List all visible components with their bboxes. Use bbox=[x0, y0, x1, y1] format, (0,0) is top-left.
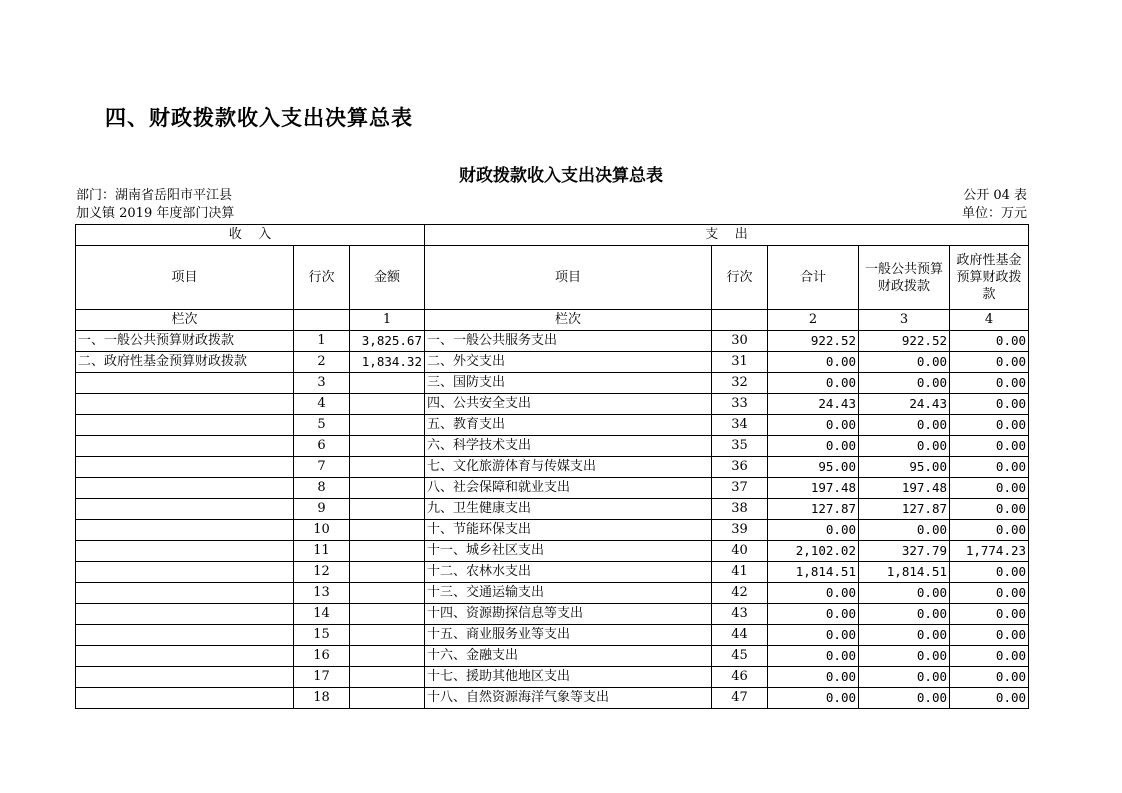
expense-row-no-cell: 34 bbox=[712, 415, 768, 436]
general-budget-cell: 24.43 bbox=[859, 394, 950, 415]
total-cell: 0.00 bbox=[768, 373, 859, 394]
total-cell: 1,814.51 bbox=[768, 562, 859, 583]
expense-item-cell: 十二、农林水支出 bbox=[425, 562, 712, 583]
income-row-no-cell: 6 bbox=[294, 436, 350, 457]
expense-item-cell: 三、国防支出 bbox=[425, 373, 712, 394]
general-budget-cell: 0.00 bbox=[859, 373, 950, 394]
income-amount-cell bbox=[350, 373, 425, 394]
expense-item-cell: 十五、商业服务业等支出 bbox=[425, 625, 712, 646]
total-header: 合计 bbox=[768, 246, 859, 310]
income-row-no-cell: 7 bbox=[294, 457, 350, 478]
gov-fund-cell: 0.00 bbox=[950, 625, 1029, 646]
table-row bbox=[76, 688, 1029, 709]
unit-name: 加义镇 2019 年度部门决算 bbox=[76, 206, 235, 221]
income-row-no-cell: 13 bbox=[294, 583, 350, 604]
expense-row-no-cell: 46 bbox=[712, 667, 768, 688]
income-item-cell bbox=[76, 394, 294, 415]
total-cell: 0.00 bbox=[768, 436, 859, 457]
table-row bbox=[76, 625, 1029, 646]
expense-row-no-cell: 47 bbox=[712, 688, 768, 709]
general-budget-cell: 197.48 bbox=[859, 478, 950, 499]
income-item-cell bbox=[76, 541, 294, 562]
income-amount-cell bbox=[350, 478, 425, 499]
income-item-cell bbox=[76, 499, 294, 520]
income-item-cell bbox=[76, 583, 294, 604]
budget-table bbox=[75, 224, 1029, 709]
col3-number: 3 bbox=[859, 310, 950, 331]
expense-row-no-cell: 37 bbox=[712, 478, 768, 499]
income-row-no-cell: 18 bbox=[294, 688, 350, 709]
table-row bbox=[76, 541, 1029, 562]
total-cell: 0.00 bbox=[768, 688, 859, 709]
income-amount-header: 金额 bbox=[350, 246, 425, 310]
income-amount-cell bbox=[350, 604, 425, 625]
currency-unit: 单位：万元 bbox=[961, 206, 1027, 221]
total-cell: 0.00 bbox=[768, 583, 859, 604]
total-cell: 127.87 bbox=[768, 499, 859, 520]
income-row-no-cell: 3 bbox=[294, 373, 350, 394]
general-budget-cell: 1,814.51 bbox=[859, 562, 950, 583]
gov-fund-cell: 0.00 bbox=[950, 583, 1029, 604]
expense-item-cell: 十四、资源勘探信息等支出 bbox=[425, 604, 712, 625]
total-cell: 922.52 bbox=[768, 331, 859, 352]
gov-fund-cell: 0.00 bbox=[950, 688, 1029, 709]
gov-fund-cell: 0.00 bbox=[950, 646, 1029, 667]
general-budget-cell: 127.87 bbox=[859, 499, 950, 520]
expense-row-no-cell: 43 bbox=[712, 604, 768, 625]
gov-fund-cell: 0.00 bbox=[950, 394, 1029, 415]
total-cell: 24.43 bbox=[768, 394, 859, 415]
general-budget-header: 一般公共预算财政拨款 bbox=[859, 246, 950, 310]
income-row-no-cell: 16 bbox=[294, 646, 350, 667]
expense-row-no-cell: 30 bbox=[712, 331, 768, 352]
income-item-cell bbox=[76, 562, 294, 583]
expense-row-no-cell: 32 bbox=[712, 373, 768, 394]
income-item-cell bbox=[76, 373, 294, 394]
expense-row-no-cell: 38 bbox=[712, 499, 768, 520]
department-label: 部门：湖南省岳阳市平江县 bbox=[76, 188, 233, 203]
expense-item-cell: 四、公共安全支出 bbox=[425, 394, 712, 415]
general-budget-cell: 0.00 bbox=[859, 688, 950, 709]
income-column-no-label: 栏次 bbox=[76, 310, 294, 331]
table-row bbox=[76, 415, 1029, 436]
expense-row-no-cell: 42 bbox=[712, 583, 768, 604]
income-amount-cell bbox=[350, 541, 425, 562]
general-budget-cell: 95.00 bbox=[859, 457, 950, 478]
gov-fund-cell: 0.00 bbox=[950, 436, 1029, 457]
total-cell: 197.48 bbox=[768, 478, 859, 499]
expense-item-cell: 十、节能环保支出 bbox=[425, 520, 712, 541]
income-item-cell bbox=[76, 478, 294, 499]
expense-item-cell: 十六、金融支出 bbox=[425, 646, 712, 667]
general-budget-cell: 0.00 bbox=[859, 646, 950, 667]
total-cell: 2,102.02 bbox=[768, 541, 859, 562]
income-item-cell: 一、一般公共预算财政拨款 bbox=[76, 331, 294, 352]
income-item-cell bbox=[76, 688, 294, 709]
table-title: 财政拨款收入支出决算总表 bbox=[459, 166, 663, 186]
expense-item-cell: 十八、自然资源海洋气象等支出 bbox=[425, 688, 712, 709]
total-cell: 0.00 bbox=[768, 604, 859, 625]
general-budget-cell: 0.00 bbox=[859, 667, 950, 688]
expense-row-no-cell: 33 bbox=[712, 394, 768, 415]
expense-row-no-cell: 36 bbox=[712, 457, 768, 478]
gov-fund-cell: 0.00 bbox=[950, 499, 1029, 520]
income-amount-cell bbox=[350, 499, 425, 520]
section-heading: 四、财政拨款收入支出决算总表 bbox=[105, 106, 413, 130]
expense-row-no-cell: 35 bbox=[712, 436, 768, 457]
income-amount-cell: 1,834.32 bbox=[350, 352, 425, 373]
table-row bbox=[76, 478, 1029, 499]
gov-fund-cell: 0.00 bbox=[950, 331, 1029, 352]
col1-number: 1 bbox=[350, 310, 425, 331]
income-header: 收 入 bbox=[76, 225, 425, 246]
total-cell: 0.00 bbox=[768, 667, 859, 688]
form-number: 公开 04 表 bbox=[963, 188, 1027, 203]
gov-fund-cell: 0.00 bbox=[950, 478, 1029, 499]
income-item-cell bbox=[76, 520, 294, 541]
income-item-cell bbox=[76, 625, 294, 646]
income-item-cell bbox=[76, 436, 294, 457]
income-amount-cell bbox=[350, 562, 425, 583]
total-cell: 0.00 bbox=[768, 415, 859, 436]
income-item-cell bbox=[76, 415, 294, 436]
header-row-sections bbox=[76, 225, 1029, 246]
expense-item-cell: 七、文化旅游体育与传媒支出 bbox=[425, 457, 712, 478]
income-item-header: 项目 bbox=[76, 246, 294, 310]
expense-item-cell: 一、一般公共服务支出 bbox=[425, 331, 712, 352]
table-row bbox=[76, 646, 1029, 667]
expense-row-no-cell: 31 bbox=[712, 352, 768, 373]
table-row bbox=[76, 436, 1029, 457]
table-row bbox=[76, 394, 1029, 415]
general-budget-cell: 0.00 bbox=[859, 415, 950, 436]
expense-item-cell: 九、卫生健康支出 bbox=[425, 499, 712, 520]
income-row-no-cell: 10 bbox=[294, 520, 350, 541]
income-amount-cell bbox=[350, 646, 425, 667]
income-row-no-cell: 1 bbox=[294, 331, 350, 352]
table-row bbox=[76, 562, 1029, 583]
total-cell: 0.00 bbox=[768, 520, 859, 541]
expense-row-no-header: 行次 bbox=[712, 246, 768, 310]
empty-cell bbox=[712, 310, 768, 331]
expense-item-cell: 八、社会保障和就业支出 bbox=[425, 478, 712, 499]
income-amount-cell bbox=[350, 667, 425, 688]
gov-fund-cell: 0.00 bbox=[950, 457, 1029, 478]
expense-row-no-cell: 39 bbox=[712, 520, 768, 541]
income-row-no-cell: 8 bbox=[294, 478, 350, 499]
gov-fund-header: 政府性基金预算财政拨款 bbox=[950, 246, 1029, 310]
expense-item-cell: 十七、援助其他地区支出 bbox=[425, 667, 712, 688]
income-row-no-cell: 14 bbox=[294, 604, 350, 625]
table-row bbox=[76, 457, 1029, 478]
gov-fund-cell: 1,774.23 bbox=[950, 541, 1029, 562]
table-row bbox=[76, 352, 1029, 373]
income-row-no-cell: 11 bbox=[294, 541, 350, 562]
income-row-no-cell: 2 bbox=[294, 352, 350, 373]
gov-fund-cell: 0.00 bbox=[950, 667, 1029, 688]
header-row-columns bbox=[76, 246, 1029, 310]
income-item-cell bbox=[76, 457, 294, 478]
table-row bbox=[76, 583, 1029, 604]
income-row-no-cell: 15 bbox=[294, 625, 350, 646]
income-amount-cell bbox=[350, 436, 425, 457]
expense-item-cell: 五、教育支出 bbox=[425, 415, 712, 436]
general-budget-cell: 0.00 bbox=[859, 352, 950, 373]
expense-item-cell: 二、外交支出 bbox=[425, 352, 712, 373]
income-amount-cell bbox=[350, 583, 425, 604]
income-amount-cell bbox=[350, 625, 425, 646]
table-body bbox=[76, 331, 1029, 709]
income-row-no-cell: 5 bbox=[294, 415, 350, 436]
table-row bbox=[76, 331, 1029, 352]
income-row-no-cell: 9 bbox=[294, 499, 350, 520]
expense-row-no-cell: 40 bbox=[712, 541, 768, 562]
table-row bbox=[76, 373, 1029, 394]
total-cell: 0.00 bbox=[768, 352, 859, 373]
total-cell: 95.00 bbox=[768, 457, 859, 478]
general-budget-cell: 0.00 bbox=[859, 625, 950, 646]
table-row bbox=[76, 667, 1029, 688]
gov-fund-cell: 0.00 bbox=[950, 373, 1029, 394]
total-cell: 0.00 bbox=[768, 646, 859, 667]
gov-fund-cell: 0.00 bbox=[950, 604, 1029, 625]
expense-column-no-label: 栏次 bbox=[425, 310, 712, 331]
income-amount-cell bbox=[350, 520, 425, 541]
empty-cell bbox=[294, 310, 350, 331]
income-item-cell bbox=[76, 667, 294, 688]
income-amount-cell bbox=[350, 415, 425, 436]
general-budget-cell: 0.00 bbox=[859, 436, 950, 457]
table-row bbox=[76, 499, 1029, 520]
total-cell: 0.00 bbox=[768, 625, 859, 646]
general-budget-cell: 0.00 bbox=[859, 520, 950, 541]
income-item-cell bbox=[76, 604, 294, 625]
table-row bbox=[76, 604, 1029, 625]
expense-row-no-cell: 45 bbox=[712, 646, 768, 667]
table-row bbox=[76, 520, 1029, 541]
income-item-cell: 二、政府性基金预算财政拨款 bbox=[76, 352, 294, 373]
income-amount-cell bbox=[350, 688, 425, 709]
income-row-no-cell: 17 bbox=[294, 667, 350, 688]
general-budget-cell: 327.79 bbox=[859, 541, 950, 562]
income-row-no-header: 行次 bbox=[294, 246, 350, 310]
gov-fund-cell: 0.00 bbox=[950, 352, 1029, 373]
column-number-row bbox=[76, 310, 1029, 331]
gov-fund-cell: 0.00 bbox=[950, 415, 1029, 436]
general-budget-cell: 0.00 bbox=[859, 583, 950, 604]
col4-number: 4 bbox=[950, 310, 1029, 331]
expense-header: 支 出 bbox=[425, 225, 1029, 246]
income-amount-cell bbox=[350, 394, 425, 415]
income-amount-cell: 3,825.67 bbox=[350, 331, 425, 352]
income-amount-cell bbox=[350, 457, 425, 478]
expense-item-cell: 六、科学技术支出 bbox=[425, 436, 712, 457]
expense-item-header: 项目 bbox=[425, 246, 712, 310]
expense-row-no-cell: 41 bbox=[712, 562, 768, 583]
income-row-no-cell: 4 bbox=[294, 394, 350, 415]
col2-number: 2 bbox=[768, 310, 859, 331]
general-budget-cell: 922.52 bbox=[859, 331, 950, 352]
income-item-cell bbox=[76, 646, 294, 667]
expense-item-cell: 十三、交通运输支出 bbox=[425, 583, 712, 604]
expense-item-cell: 十一、城乡社区支出 bbox=[425, 541, 712, 562]
gov-fund-cell: 0.00 bbox=[950, 520, 1029, 541]
general-budget-cell: 0.00 bbox=[859, 604, 950, 625]
expense-row-no-cell: 44 bbox=[712, 625, 768, 646]
income-row-no-cell: 12 bbox=[294, 562, 350, 583]
gov-fund-cell: 0.00 bbox=[950, 562, 1029, 583]
